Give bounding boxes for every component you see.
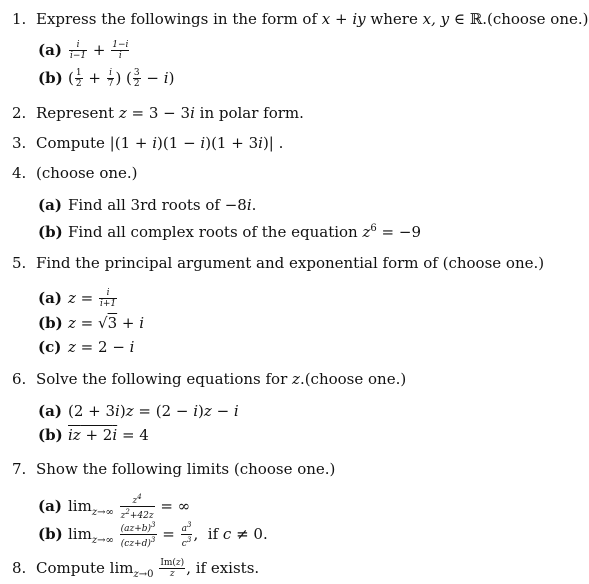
- problem-7: [12, 460, 335, 478]
- problem-4b: [38, 220, 421, 241]
- problem-text: Compute |(1 + i)(1 − i)(1 + 3i)| .: [36, 134, 284, 152]
- part-text: Find all 3rd roots of −8i.: [68, 196, 257, 214]
- problem-number: 7.: [12, 460, 27, 478]
- part-label: (c): [38, 338, 62, 356]
- problem-6a: [38, 402, 239, 420]
- part-label: (a): [38, 496, 62, 515]
- problem-4: [12, 164, 138, 182]
- problem-1b: [38, 68, 174, 89]
- part-expression: z = √3 + i: [68, 314, 145, 332]
- problem-text: Represent z = 3 − 3i in polar form.: [36, 104, 304, 122]
- problem-1a: [38, 40, 130, 61]
- problem-text: Show the following limits (choose one.): [36, 460, 336, 478]
- part-expression: iz + 2i = 4: [68, 426, 149, 444]
- problem-3: [12, 134, 283, 152]
- problem-5c: [38, 338, 134, 356]
- problem-number: 8.: [12, 558, 27, 577]
- problem-7a: [38, 492, 190, 522]
- part-label: (a): [38, 196, 62, 214]
- part-label: (b): [38, 314, 63, 332]
- part-expression: z = $\frac{i}{i+1}$: [68, 288, 117, 309]
- part-expression: z = 2 − i: [68, 338, 135, 356]
- problem-number: 6.: [12, 370, 27, 388]
- part-label: (b): [38, 68, 63, 87]
- part-label: (b): [38, 524, 63, 543]
- problem-text: Compute $\lim_{z\to 0}$ $\frac{Im(z)}{z}$ , if exists.: [36, 558, 260, 580]
- part-label: (a): [38, 288, 62, 307]
- part-expression: $\lim_{z\to\infty}$ $\frac{z^4}{z^2+42z}$ = ∞: [68, 493, 191, 521]
- problem-number: 4.: [12, 164, 27, 182]
- problem-5b: [38, 314, 144, 332]
- problem-number: 1.: [12, 10, 27, 28]
- part-text: Find all complex roots of the equation $z^6 = -9$: [68, 223, 421, 241]
- problem-text: Find the principal argument and exponential form of (choose one.): [36, 254, 545, 272]
- problem-text: Solve the following equations for z.(choose one.): [36, 370, 407, 388]
- part-expression: (2 + 3i)z = (2 − i)z − i: [68, 402, 239, 420]
- part-label: (a): [38, 40, 62, 59]
- problem-number: 2.: [12, 104, 27, 122]
- problem-4a: [38, 196, 256, 214]
- part-label: (b): [38, 426, 63, 444]
- problem-6b: [38, 426, 149, 444]
- problem-8: [12, 558, 259, 584]
- part-expression: $\frac{i}{i-1}$ + $\frac{1-i}{i}$: [70, 40, 129, 61]
- problem-text: (choose one.): [36, 164, 138, 182]
- problem-number: 5.: [12, 254, 27, 272]
- problem-5: [12, 254, 544, 272]
- problem-7b: [38, 520, 268, 550]
- problem-6: [12, 370, 406, 388]
- problem-5a: [38, 288, 118, 309]
- problem-2: [12, 104, 304, 122]
- problem-text: Express the followings in the form of x + iy where x, y ∈ ℝ.(choose one.): [36, 10, 589, 28]
- part-expression: $\lim_{z\to\infty}$ $\frac{(az+b)^3}{(cz+d)^3}$ = $\frac{a^3}{c^3}$ , if c ≠ 0.: [68, 521, 268, 549]
- part-label: (a): [38, 402, 62, 420]
- part-expression: ( $\frac{1}{2}$ + $\frac{i}{7}$ ) ( $\frac{3}{2}$ − i): [68, 68, 175, 89]
- problem-1: [12, 10, 589, 28]
- problem-number: 3.: [12, 134, 27, 152]
- part-label: (b): [38, 223, 63, 241]
